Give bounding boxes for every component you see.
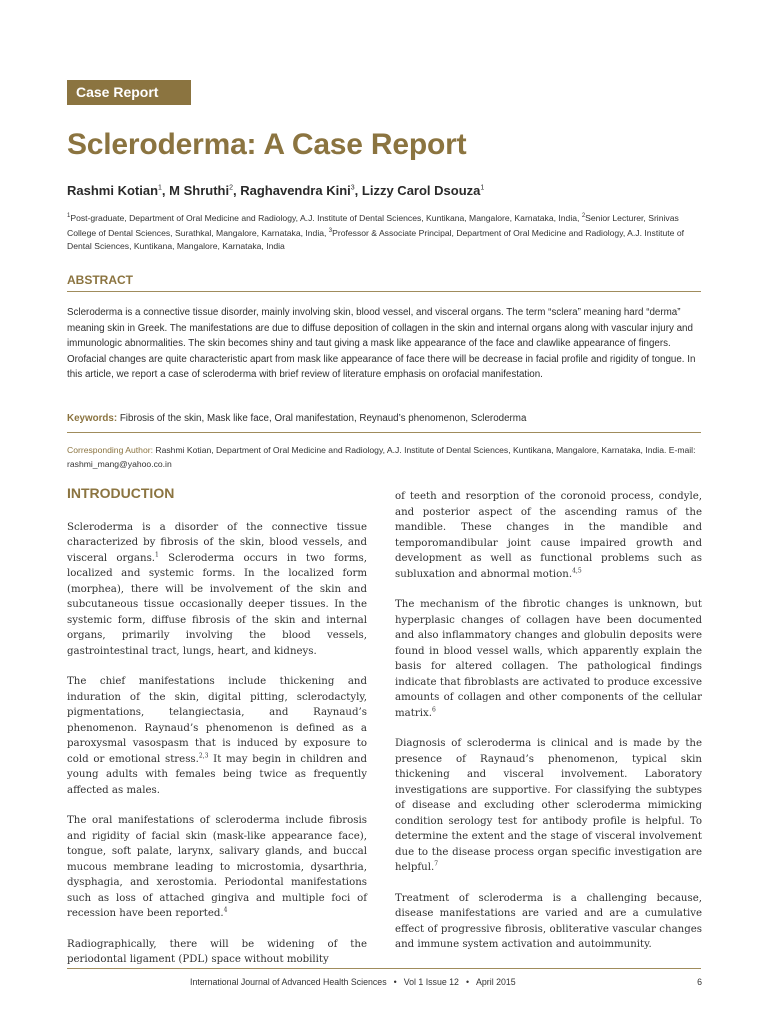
paragraph: The mechanism of the fibrotic changes is unknown, but hyperplasic changes of collagen have been documented and also inflammatory changes and globulin deposits were found in blood vessel walls, which apparently explain the basis for altered collagen. The pathological findings indicate that fibroblasts are activated to produce excessive amounts of collagen and other components of the cellular matrix.$^6$ (395, 599, 702, 719)
separator: • (465, 977, 470, 987)
page-number: 6 (697, 977, 702, 987)
publication-date: April 2015 (476, 977, 516, 987)
corresponding-text: Rashmi Kotian, Department of Oral Medicine and Radiology, A.J. Institute of Dental Sciences, Kuntikana, Mangalore, Karnataka, India. E-mail: rashmi_mang@yahoo.co.in (67, 445, 696, 469)
paragraph: Treatment of scleroderma is a challenging because, disease manifestations are varied and are a cumulative effect of progressive fibrosis, obliterative vascular changes and immune system activation and autoimmunity. (395, 892, 702, 950)
affil-text: Post-graduate, Department of Oral Medicine and Radiology, A.J. Institute of Dental Sciences, Kuntikana, Mangalore, Karnataka, India, (70, 212, 582, 223)
affil-mark: 1 (67, 213, 71, 219)
affil-text: Senior Lecturer, Srinivas College of Dental Sciences, Surathkal, Mangalore, Karnataka, India, (67, 212, 679, 238)
affil-mark: 3 (328, 227, 333, 234)
author-affil-mark: 1 (480, 184, 485, 192)
author-affil-mark: 1 (158, 184, 162, 192)
affil-text: Professor & Associate Principal, Department of Oral Medicine and Radiology, A.J. Institute of Dental Sciences, Kuntikana, Mangalore, Karnataka, India (67, 227, 685, 251)
author-name: Lizzy Carol Dsouza (361, 183, 481, 198)
paragraph: Scleroderma is a disorder of the connective tissue characterized by fibrosis of the skin, blood vessels, and visceral organs.$^1$ Scleroderma occurs in two forms, localized and systemic forms. In the localized form (morphea), there will be involvement of the skin and subcutaneous tissue occasionally deeper tissues. In the systemic form, diffuse fibrosis of the skin and internal organs, primarily involving the blood vessels, gastrointestinal tract, lungs, heart, and kidneys. (67, 521, 367, 657)
author-affil-mark: 2 (229, 184, 233, 192)
affil-mark: 2 (581, 213, 586, 219)
section-heading-introduction: INTRODUCTION (67, 485, 175, 501)
affiliations (67, 210, 703, 253)
right-column (395, 489, 702, 968)
journal-name: International Journal of Advanced Health Sciences (190, 977, 387, 987)
corresponding-author (67, 444, 703, 471)
author-name: Raghavendra Kini (240, 183, 351, 198)
keywords (67, 413, 703, 424)
separator: • (393, 977, 397, 987)
corresponding-label: Corresponding Author: (67, 445, 153, 455)
paragraph: Radiographically, there will be widening of the periodontal ligament (PDL) space without mobility (67, 938, 367, 965)
divider (67, 432, 701, 433)
keywords-text: Fibrosis of the skin, Mask like face, Oral manifestation, Reynaud’s phenomenon, Scleroderma (119, 413, 527, 424)
paragraph: of teeth and resorption of the coronoid process, condyle, and posterior aspect of the ascending ramus of the mandible. These changes in the mandible and temporomandibular joint cause impaired growth and development as well as functional problems such as subluxation and abnormal motion.$^{4,5}$ (395, 491, 702, 580)
author-affil-mark: 3 (350, 184, 355, 192)
article-title: Scleroderma: A Case Report (67, 128, 467, 161)
abstract-heading: ABSTRACT (67, 273, 133, 287)
paragraph: The chief manifestations include thickening and induration of the skin, digital pitting, sclerodactyly, pigmentations, telangiectasia, and Raynaud’s phenomenon. Raynaud’s phenomenon is defined as a paroxysmal vasospasm that is induced by exposure to cold or emotional stress.$^{2,3}$ It may begin in children and young adults with females being twice as frequently affected as males. (67, 676, 367, 796)
left-column (67, 486, 367, 983)
article-type-tag: Case Report (67, 80, 191, 105)
keywords-label: Keywords: (67, 413, 118, 424)
footer-divider (67, 968, 701, 969)
author-name: M Shruthi (169, 183, 230, 198)
divider (67, 291, 701, 292)
paragraph: Diagnosis of scleroderma is clinical and is made by the presence of Raynaud’s phenomenon, typical skin thickening and visceral involvement. Laboratory investigations are supportive. For classifying the subtypes of disease and excluding other scleroderma mimicking condition serology test for antibody profile is helpful. To determine the extent and the stage of visceral involvement due to the disease process organ specific investigation are helpful.$^7$ (395, 738, 702, 873)
volume-issue: Vol 1 Issue 12 (403, 977, 459, 987)
author-list: Rashmi Kotian$^1$, M Shruthi$^2$, Raghavendra Kini$^3$, Lizzy Carol Dsouza$^1$ (67, 183, 485, 198)
author-name: Rashmi Kotian (67, 183, 159, 198)
abstract-body: Scleroderma is a connective tissue disorder, mainly involving skin, blood vessel, and visceral organs. The term “sclera” meaning hard “derma” meaning skin in Greek. The manifestations are due to diffuse deposition of collagen in the skin and internal organs along with vascular injury and immunologic abnormalities. The skin becomes shiny and taut giving a mask like appearance of the face and clawlike appearance of fingers. Orofacial changes are quite characteristic apart from mask like appearance of face there will be decrease in facial profile and rigidity of tongue. In this article, we report a case of scleroderma with brief review of literature emphasis on orofacial manifestation. (67, 307, 696, 380)
page-footer (190, 977, 702, 987)
paragraph: The oral manifestations of scleroderma include fibrosis and rigidity of facial skin (mask-like appearance face), tongue, soft palate, larynx, salivary glands, and buccal mucous membrane leading to microstomia, dysarthria, dysphagia, and xerostomia. Periodontal manifestations such as loss of attached gingiva and multiple foci of recession have been reported.$^4$ (67, 815, 367, 919)
